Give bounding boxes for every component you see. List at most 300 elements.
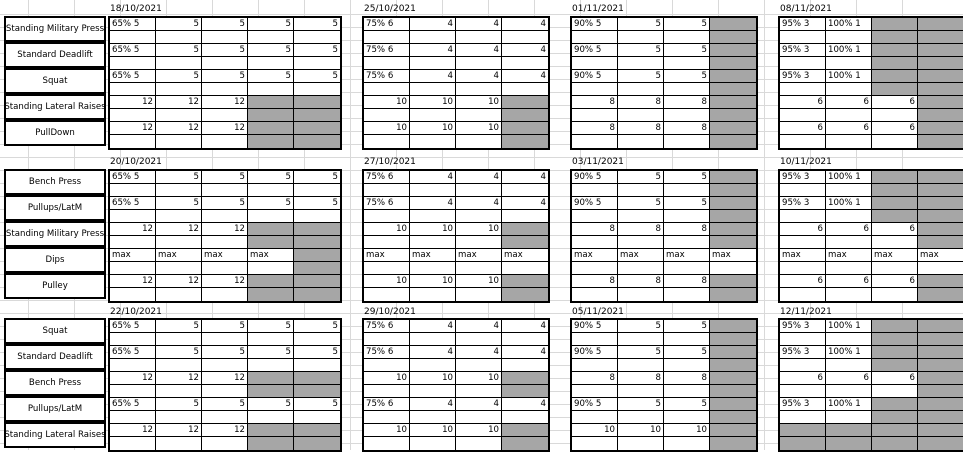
set-cell[interactable]: 6 — [826, 223, 872, 236]
set-cell[interactable]: 5 — [156, 346, 202, 359]
set-cell[interactable]: 5 — [156, 70, 202, 83]
filled-cell[interactable] — [918, 44, 963, 57]
set-cell[interactable]: 4 — [456, 197, 502, 210]
set-cell[interactable]: max — [202, 249, 248, 262]
note-cell[interactable] — [710, 333, 756, 346]
note-cell[interactable] — [918, 437, 963, 450]
note-cell[interactable] — [364, 411, 410, 424]
note-cell[interactable] — [572, 333, 618, 346]
note-cell[interactable] — [918, 210, 963, 223]
set-cell[interactable]: 100% 1 — [826, 398, 872, 411]
note-cell[interactable] — [410, 135, 456, 148]
set-cell[interactable]: 10 — [456, 275, 502, 288]
note-cell[interactable] — [664, 135, 710, 148]
note-cell[interactable] — [780, 411, 826, 424]
set-cell[interactable]: 12 — [156, 372, 202, 385]
set-cell[interactable]: 12 — [156, 424, 202, 437]
filled-cell[interactable] — [294, 223, 340, 236]
note-cell[interactable] — [364, 437, 410, 450]
set-cell[interactable]: 75% 6 — [364, 197, 410, 210]
set-cell[interactable]: 12 — [202, 424, 248, 437]
note-cell[interactable] — [248, 288, 294, 301]
set-cell[interactable]: 5 — [618, 197, 664, 210]
set-cell[interactable]: 10 — [410, 223, 456, 236]
note-cell[interactable] — [826, 83, 872, 96]
set-cell[interactable]: 4 — [456, 44, 502, 57]
set-cell[interactable]: 5 — [294, 18, 340, 31]
note-cell[interactable] — [872, 57, 918, 70]
note-cell[interactable] — [664, 31, 710, 44]
filled-cell[interactable] — [872, 346, 918, 359]
note-cell[interactable] — [248, 57, 294, 70]
note-cell[interactable] — [572, 135, 618, 148]
note-cell[interactable] — [202, 109, 248, 122]
note-cell[interactable] — [294, 57, 340, 70]
set-cell[interactable]: 6 — [826, 96, 872, 109]
set-cell[interactable]: 4 — [410, 320, 456, 333]
filled-cell[interactable] — [918, 424, 963, 437]
filled-cell[interactable] — [710, 346, 756, 359]
filled-cell[interactable] — [918, 223, 963, 236]
set-cell[interactable]: 12 — [156, 223, 202, 236]
set-cell[interactable]: 10 — [664, 424, 710, 437]
filled-cell[interactable] — [872, 70, 918, 83]
note-cell[interactable] — [156, 411, 202, 424]
note-cell[interactable] — [780, 31, 826, 44]
filled-cell[interactable] — [248, 372, 294, 385]
set-cell[interactable]: 4 — [456, 320, 502, 333]
set-cell[interactable]: 8 — [664, 122, 710, 135]
note-cell[interactable] — [456, 83, 502, 96]
note-cell[interactable] — [618, 184, 664, 197]
set-cell[interactable]: 12 — [110, 424, 156, 437]
filled-cell[interactable] — [294, 122, 340, 135]
filled-cell[interactable] — [872, 18, 918, 31]
set-cell[interactable]: 95% 3 — [780, 320, 826, 333]
note-cell[interactable] — [918, 333, 963, 346]
note-cell[interactable] — [202, 135, 248, 148]
note-cell[interactable] — [918, 135, 963, 148]
note-cell[interactable] — [710, 57, 756, 70]
note-cell[interactable] — [502, 385, 548, 398]
set-cell[interactable]: 10 — [410, 96, 456, 109]
set-cell[interactable]: 90% 5 — [572, 171, 618, 184]
note-cell[interactable] — [456, 109, 502, 122]
note-cell[interactable] — [156, 109, 202, 122]
set-cell[interactable]: 4 — [410, 197, 456, 210]
set-cell[interactable]: 5 — [664, 320, 710, 333]
set-cell[interactable]: 5 — [156, 171, 202, 184]
note-cell[interactable] — [294, 262, 340, 275]
note-cell[interactable] — [918, 109, 963, 122]
set-cell[interactable]: 12 — [156, 96, 202, 109]
note-cell[interactable] — [572, 31, 618, 44]
note-cell[interactable] — [456, 411, 502, 424]
filled-cell[interactable] — [710, 96, 756, 109]
note-cell[interactable] — [202, 31, 248, 44]
note-cell[interactable] — [410, 288, 456, 301]
note-cell[interactable] — [872, 359, 918, 372]
note-cell[interactable] — [156, 210, 202, 223]
note-cell[interactable] — [502, 288, 548, 301]
set-cell[interactable]: 6 — [872, 372, 918, 385]
set-cell[interactable]: 6 — [780, 96, 826, 109]
set-cell[interactable]: 5 — [156, 398, 202, 411]
note-cell[interactable] — [710, 83, 756, 96]
note-cell[interactable] — [364, 135, 410, 148]
set-cell[interactable]: 8 — [664, 372, 710, 385]
note-cell[interactable] — [664, 359, 710, 372]
set-cell[interactable]: 5 — [294, 171, 340, 184]
note-cell[interactable] — [780, 210, 826, 223]
set-cell[interactable]: 10 — [410, 372, 456, 385]
note-cell[interactable] — [456, 288, 502, 301]
note-cell[interactable] — [248, 135, 294, 148]
set-cell[interactable]: 65% 5 — [110, 320, 156, 333]
exercise-label[interactable]: Squat — [4, 68, 106, 94]
note-cell[interactable] — [294, 135, 340, 148]
note-cell[interactable] — [664, 411, 710, 424]
note-cell[interactable] — [110, 31, 156, 44]
week-date[interactable]: 10/11/2021 — [780, 157, 832, 167]
set-cell[interactable]: 10 — [410, 122, 456, 135]
set-cell[interactable]: 75% 6 — [364, 70, 410, 83]
filled-cell[interactable] — [248, 223, 294, 236]
set-cell[interactable]: 5 — [202, 44, 248, 57]
exercise-label[interactable]: Bench Press — [4, 370, 106, 396]
set-cell[interactable]: 8 — [572, 275, 618, 288]
filled-cell[interactable] — [918, 197, 963, 210]
note-cell[interactable] — [364, 262, 410, 275]
set-cell[interactable]: 10 — [456, 424, 502, 437]
set-cell[interactable]: 95% 3 — [780, 70, 826, 83]
set-cell[interactable]: 6 — [872, 223, 918, 236]
set-cell[interactable]: 100% 1 — [826, 18, 872, 31]
note-cell[interactable] — [410, 411, 456, 424]
note-cell[interactable] — [156, 262, 202, 275]
note-cell[interactable] — [456, 184, 502, 197]
note-cell[interactable] — [156, 184, 202, 197]
set-cell[interactable]: 12 — [110, 223, 156, 236]
note-cell[interactable] — [202, 83, 248, 96]
note-cell[interactable] — [780, 262, 826, 275]
set-cell[interactable]: 75% 6 — [364, 346, 410, 359]
note-cell[interactable] — [248, 109, 294, 122]
set-cell[interactable]: 75% 6 — [364, 171, 410, 184]
set-cell[interactable]: 5 — [248, 398, 294, 411]
filled-cell[interactable] — [710, 197, 756, 210]
note-cell[interactable] — [110, 385, 156, 398]
set-cell[interactable]: 12 — [202, 275, 248, 288]
set-cell[interactable]: 100% 1 — [826, 44, 872, 57]
set-cell[interactable]: 4 — [456, 70, 502, 83]
note-cell[interactable] — [918, 288, 963, 301]
filled-cell[interactable] — [710, 223, 756, 236]
note-cell[interactable] — [780, 359, 826, 372]
note-cell[interactable] — [780, 333, 826, 346]
exercise-label[interactable]: Standing Military Press — [4, 221, 106, 247]
set-cell[interactable]: 5 — [294, 346, 340, 359]
note-cell[interactable] — [872, 236, 918, 249]
note-cell[interactable] — [872, 135, 918, 148]
note-cell[interactable] — [872, 109, 918, 122]
note-cell[interactable] — [456, 31, 502, 44]
note-cell[interactable] — [156, 437, 202, 450]
week-date[interactable]: 27/10/2021 — [364, 157, 416, 167]
set-cell[interactable]: 65% 5 — [110, 70, 156, 83]
set-cell[interactable]: 10 — [364, 223, 410, 236]
note-cell[interactable] — [502, 437, 548, 450]
set-cell[interactable]: 4 — [502, 346, 548, 359]
note-cell[interactable] — [110, 109, 156, 122]
note-cell[interactable] — [248, 184, 294, 197]
set-cell[interactable]: 12 — [202, 122, 248, 135]
note-cell[interactable] — [664, 184, 710, 197]
note-cell[interactable] — [294, 437, 340, 450]
note-cell[interactable] — [872, 184, 918, 197]
set-cell[interactable]: max — [826, 249, 872, 262]
note-cell[interactable] — [664, 288, 710, 301]
note-cell[interactable] — [410, 359, 456, 372]
note-cell[interactable] — [664, 210, 710, 223]
set-cell[interactable]: 5 — [248, 171, 294, 184]
set-cell[interactable]: 4 — [502, 320, 548, 333]
set-cell[interactable]: 6 — [780, 275, 826, 288]
set-cell[interactable]: 4 — [502, 398, 548, 411]
note-cell[interactable] — [572, 210, 618, 223]
set-cell[interactable]: 5 — [664, 70, 710, 83]
note-cell[interactable] — [456, 385, 502, 398]
note-cell[interactable] — [110, 359, 156, 372]
set-cell[interactable]: max — [410, 249, 456, 262]
note-cell[interactable] — [572, 262, 618, 275]
note-cell[interactable] — [872, 288, 918, 301]
set-cell[interactable]: 10 — [364, 122, 410, 135]
note-cell[interactable] — [572, 184, 618, 197]
note-cell[interactable] — [248, 411, 294, 424]
note-cell[interactable] — [502, 210, 548, 223]
note-cell[interactable] — [502, 236, 548, 249]
note-cell[interactable] — [156, 57, 202, 70]
note-cell[interactable] — [156, 359, 202, 372]
note-cell[interactable] — [664, 437, 710, 450]
filled-cell[interactable] — [918, 275, 963, 288]
note-cell[interactable] — [202, 359, 248, 372]
note-cell[interactable] — [456, 236, 502, 249]
set-cell[interactable]: 90% 5 — [572, 18, 618, 31]
note-cell[interactable] — [618, 411, 664, 424]
note-cell[interactable] — [918, 184, 963, 197]
note-cell[interactable] — [364, 288, 410, 301]
note-cell[interactable] — [618, 57, 664, 70]
note-cell[interactable] — [710, 210, 756, 223]
set-cell[interactable]: 100% 1 — [826, 70, 872, 83]
note-cell[interactable] — [156, 135, 202, 148]
set-cell[interactable]: 4 — [410, 398, 456, 411]
note-cell[interactable] — [618, 210, 664, 223]
note-cell[interactable] — [664, 333, 710, 346]
set-cell[interactable]: 4 — [502, 171, 548, 184]
set-cell[interactable]: 8 — [618, 122, 664, 135]
note-cell[interactable] — [110, 262, 156, 275]
note-cell[interactable] — [872, 262, 918, 275]
set-cell[interactable]: 5 — [618, 70, 664, 83]
note-cell[interactable] — [294, 184, 340, 197]
filled-cell[interactable] — [294, 424, 340, 437]
set-cell[interactable]: 65% 5 — [110, 44, 156, 57]
set-cell[interactable]: 6 — [872, 96, 918, 109]
note-cell[interactable] — [872, 385, 918, 398]
set-cell[interactable]: 10 — [572, 424, 618, 437]
filled-cell[interactable] — [780, 424, 826, 437]
note-cell[interactable] — [502, 83, 548, 96]
set-cell[interactable]: 5 — [664, 346, 710, 359]
set-cell[interactable]: 10 — [456, 223, 502, 236]
set-cell[interactable]: 5 — [202, 171, 248, 184]
note-cell[interactable] — [202, 262, 248, 275]
set-cell[interactable]: 4 — [456, 171, 502, 184]
note-cell[interactable] — [710, 31, 756, 44]
note-cell[interactable] — [294, 109, 340, 122]
set-cell[interactable]: 8 — [664, 223, 710, 236]
set-cell[interactable]: max — [664, 249, 710, 262]
filled-cell[interactable] — [710, 171, 756, 184]
note-cell[interactable] — [710, 184, 756, 197]
set-cell[interactable]: 10 — [364, 275, 410, 288]
note-cell[interactable] — [826, 359, 872, 372]
note-cell[interactable] — [294, 83, 340, 96]
set-cell[interactable]: 6 — [826, 275, 872, 288]
note-cell[interactable] — [248, 83, 294, 96]
set-cell[interactable]: 75% 6 — [364, 44, 410, 57]
note-cell[interactable] — [780, 57, 826, 70]
note-cell[interactable] — [780, 83, 826, 96]
note-cell[interactable] — [780, 236, 826, 249]
filled-cell[interactable] — [502, 424, 548, 437]
note-cell[interactable] — [202, 411, 248, 424]
set-cell[interactable]: 12 — [202, 372, 248, 385]
note-cell[interactable] — [826, 288, 872, 301]
set-cell[interactable]: max — [248, 249, 294, 262]
note-cell[interactable] — [410, 333, 456, 346]
filled-cell[interactable] — [872, 424, 918, 437]
set-cell[interactable]: 12 — [156, 122, 202, 135]
note-cell[interactable] — [502, 57, 548, 70]
note-cell[interactable] — [918, 83, 963, 96]
note-cell[interactable] — [618, 83, 664, 96]
note-cell[interactable] — [502, 109, 548, 122]
week-date[interactable]: 08/11/2021 — [780, 4, 832, 14]
note-cell[interactable] — [248, 262, 294, 275]
set-cell[interactable]: 95% 3 — [780, 346, 826, 359]
week-date[interactable]: 01/11/2021 — [572, 4, 624, 14]
note-cell[interactable] — [918, 31, 963, 44]
note-cell[interactable] — [248, 385, 294, 398]
note-cell[interactable] — [572, 385, 618, 398]
set-cell[interactable]: 4 — [502, 44, 548, 57]
note-cell[interactable] — [664, 262, 710, 275]
note-cell[interactable] — [918, 236, 963, 249]
set-cell[interactable]: 5 — [618, 320, 664, 333]
note-cell[interactable] — [410, 262, 456, 275]
note-cell[interactable] — [294, 333, 340, 346]
note-cell[interactable] — [410, 437, 456, 450]
note-cell[interactable] — [618, 288, 664, 301]
note-cell[interactable] — [110, 437, 156, 450]
set-cell[interactable]: 5 — [156, 44, 202, 57]
note-cell[interactable] — [364, 31, 410, 44]
note-cell[interactable] — [710, 411, 756, 424]
week-date[interactable]: 18/10/2021 — [110, 4, 162, 14]
set-cell[interactable]: 6 — [780, 223, 826, 236]
note-cell[interactable] — [456, 135, 502, 148]
note-cell[interactable] — [110, 135, 156, 148]
set-cell[interactable]: 12 — [156, 275, 202, 288]
exercise-label[interactable]: PullDown — [4, 120, 106, 146]
note-cell[interactable] — [502, 184, 548, 197]
set-cell[interactable]: 95% 3 — [780, 18, 826, 31]
set-cell[interactable]: 75% 6 — [364, 18, 410, 31]
note-cell[interactable] — [110, 83, 156, 96]
set-cell[interactable]: 65% 5 — [110, 398, 156, 411]
set-cell[interactable]: max — [872, 249, 918, 262]
filled-cell[interactable] — [710, 320, 756, 333]
note-cell[interactable] — [664, 83, 710, 96]
set-cell[interactable]: 4 — [502, 18, 548, 31]
set-cell[interactable]: 90% 5 — [572, 70, 618, 83]
note-cell[interactable] — [502, 31, 548, 44]
set-cell[interactable]: 8 — [618, 275, 664, 288]
filled-cell[interactable] — [248, 96, 294, 109]
note-cell[interactable] — [710, 437, 756, 450]
note-cell[interactable] — [826, 184, 872, 197]
set-cell[interactable]: max — [618, 249, 664, 262]
exercise-label[interactable]: Pullups/LatM — [4, 195, 106, 221]
note-cell[interactable] — [572, 411, 618, 424]
note-cell[interactable] — [410, 83, 456, 96]
note-cell[interactable] — [364, 210, 410, 223]
set-cell[interactable]: 10 — [364, 424, 410, 437]
set-cell[interactable]: 5 — [248, 197, 294, 210]
note-cell[interactable] — [456, 333, 502, 346]
note-cell[interactable] — [572, 83, 618, 96]
set-cell[interactable]: 8 — [618, 96, 664, 109]
filled-cell[interactable] — [502, 96, 548, 109]
note-cell[interactable] — [248, 359, 294, 372]
set-cell[interactable]: 5 — [156, 320, 202, 333]
filled-cell[interactable] — [826, 424, 872, 437]
set-cell[interactable]: 8 — [664, 96, 710, 109]
set-cell[interactable]: 10 — [618, 424, 664, 437]
set-cell[interactable]: 6 — [872, 122, 918, 135]
note-cell[interactable] — [156, 385, 202, 398]
note-cell[interactable] — [664, 385, 710, 398]
note-cell[interactable] — [918, 385, 963, 398]
note-cell[interactable] — [572, 359, 618, 372]
set-cell[interactable]: 5 — [202, 320, 248, 333]
set-cell[interactable]: 8 — [572, 372, 618, 385]
note-cell[interactable] — [202, 210, 248, 223]
note-cell[interactable] — [410, 184, 456, 197]
set-cell[interactable]: 5 — [618, 171, 664, 184]
exercise-label[interactable]: Squat — [4, 318, 106, 344]
exercise-label[interactable]: Pullups/LatM — [4, 396, 106, 422]
set-cell[interactable]: max — [110, 249, 156, 262]
set-cell[interactable]: 100% 1 — [826, 320, 872, 333]
note-cell[interactable] — [618, 109, 664, 122]
set-cell[interactable]: 4 — [456, 18, 502, 31]
filled-cell[interactable] — [294, 249, 340, 262]
